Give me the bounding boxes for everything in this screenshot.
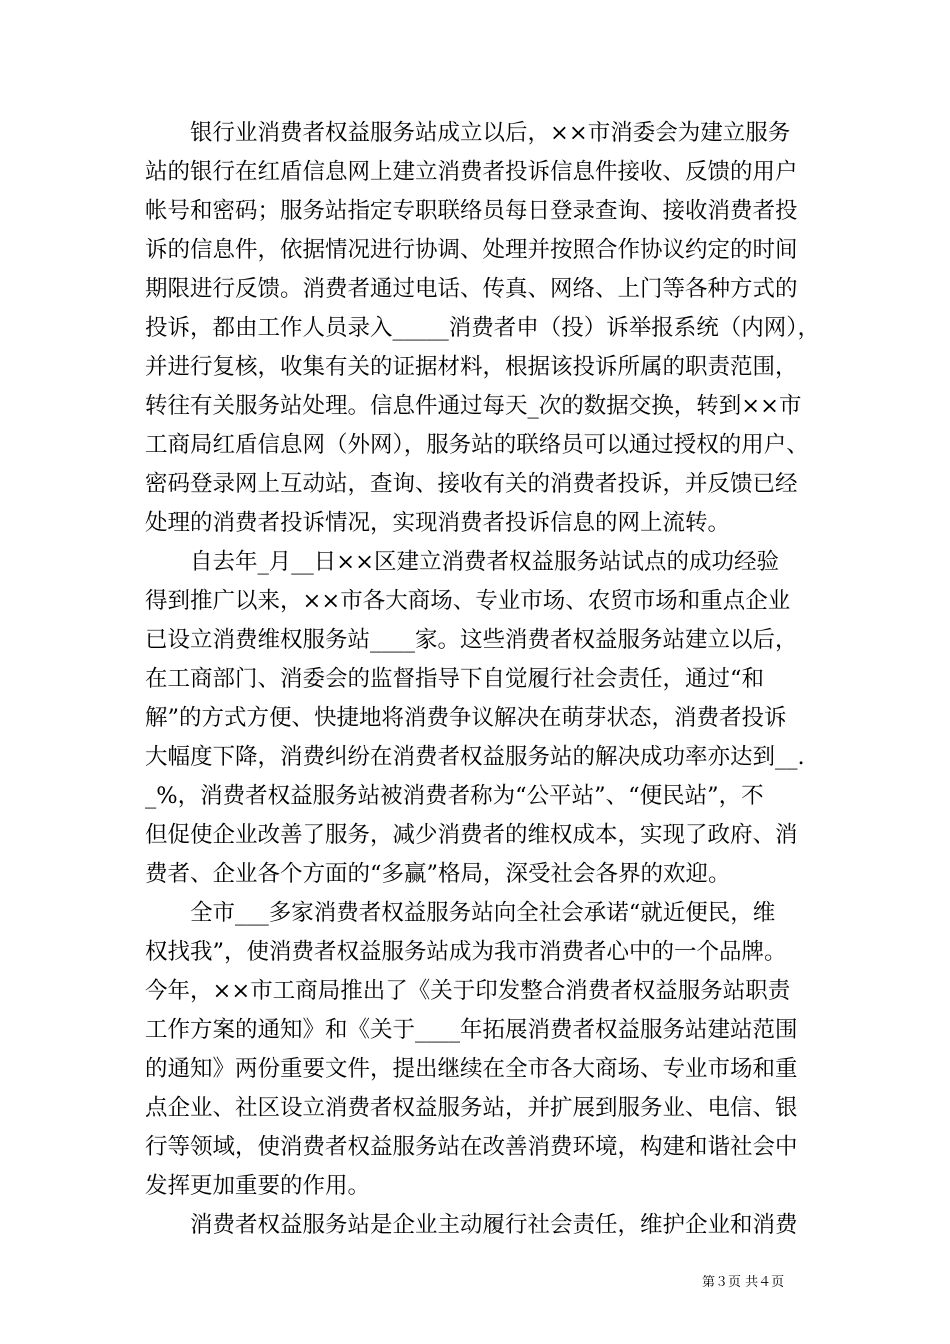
- text-line: 的通知》两份重要文件，提出继续在全市各大商场、专业市场和重: [145, 1056, 798, 1082]
- text-line: 今年，××市工商局推出了《关于印发整合消费者权益服务站职责: [145, 978, 791, 1004]
- text-line: 点企业、社区设立消费者权益服务站，并扩展到服务业、电信、银: [145, 1095, 798, 1121]
- text-line: 工作方案的通知》和《关于____年拓展消费者权益服务站建站范围: [145, 1017, 798, 1043]
- text-line: 大幅度下降，消费纠纷在消费者权益服务站的解决成功率亦达到__.: [145, 744, 805, 770]
- text-line: 全市___多家消费者权益服务站向全社会承诺“就近便民，维: [145, 900, 776, 926]
- text-line: 费者、企业各个方面的“多赢”格局，深受社会各界的欢迎。: [145, 861, 731, 887]
- text-line: 处理的消费者投诉情况，实现消费者投诉信息的网上流转。: [145, 510, 731, 536]
- text-line: 权找我”，使消费者权益服务站成为我市消费者心中的一个品牌。: [145, 939, 787, 965]
- page-number-footer: 第３页 共４页: [702, 1275, 785, 1290]
- text-line: 但促使企业改善了服务，减少消费者的维权成本，实现了政府、消: [145, 822, 798, 848]
- text-line: 并进行复核，收集有关的证据材料，根据该投诉所属的职责范围，: [145, 354, 798, 380]
- text-line: 转往有关服务站处理。信息件通过每天_次的数据交换，转到××市: [145, 393, 802, 419]
- text-line: 工商局红盾信息网（外网），服务站的联络员可以通过授权的用户、: [145, 432, 809, 458]
- text-line: 得到推广以来，××市各大商场、专业市场、农贸市场和重点企业: [145, 588, 791, 614]
- text-line: 已设立消费维权服务站____家。这些消费者权益服务站建立以后，: [145, 627, 798, 653]
- text-line: 帐号和密码；服务站指定专职联络员每日登录查询、接收消费者投: [145, 198, 798, 224]
- text-line: 投诉，都由工作人员录入_____消费者申（投）诉举报系统（内网），: [145, 315, 821, 341]
- text-line: _%，消费者权益服务站被消费者称为“公平站”、“便民站”，不: [145, 783, 764, 809]
- text-line: 密码登录网上互动站，查询、接收有关的消费者投诉，并反馈已经: [145, 471, 798, 497]
- text-line: 期限进行反馈。消费者通过电话、传真、网络、上门等各种方式的: [145, 276, 798, 302]
- text-line: 银行业消费者权益服务站成立以后，××市消委会为建立服务: [145, 120, 791, 146]
- text-line: 发挥更加重要的作用。: [145, 1173, 371, 1199]
- text-line: 行等领域，使消费者权益服务站在改善消费环境，构建和谐社会中: [145, 1134, 798, 1160]
- text-line: 消费者权益服务站是企业主动履行社会责任，维护企业和消费: [145, 1212, 798, 1238]
- text-line: 站的银行在红盾信息网上建立消费者投诉信息件接收、反馈的用户: [145, 159, 798, 185]
- text-line: 在工商部门、消委会的监督指导下自觉履行社会责任，通过“和: [145, 666, 765, 692]
- text-line: 自去年_月__日××区建立消费者权益服务站试点的成功经验: [145, 549, 779, 575]
- text-line: 诉的信息件，依据情况进行协调、处理并按照合作协议约定的时间: [145, 237, 798, 263]
- text-line: 解”的方式方便、快捷地将消费争议解决在萌芽状态，消费者投诉: [145, 705, 787, 731]
